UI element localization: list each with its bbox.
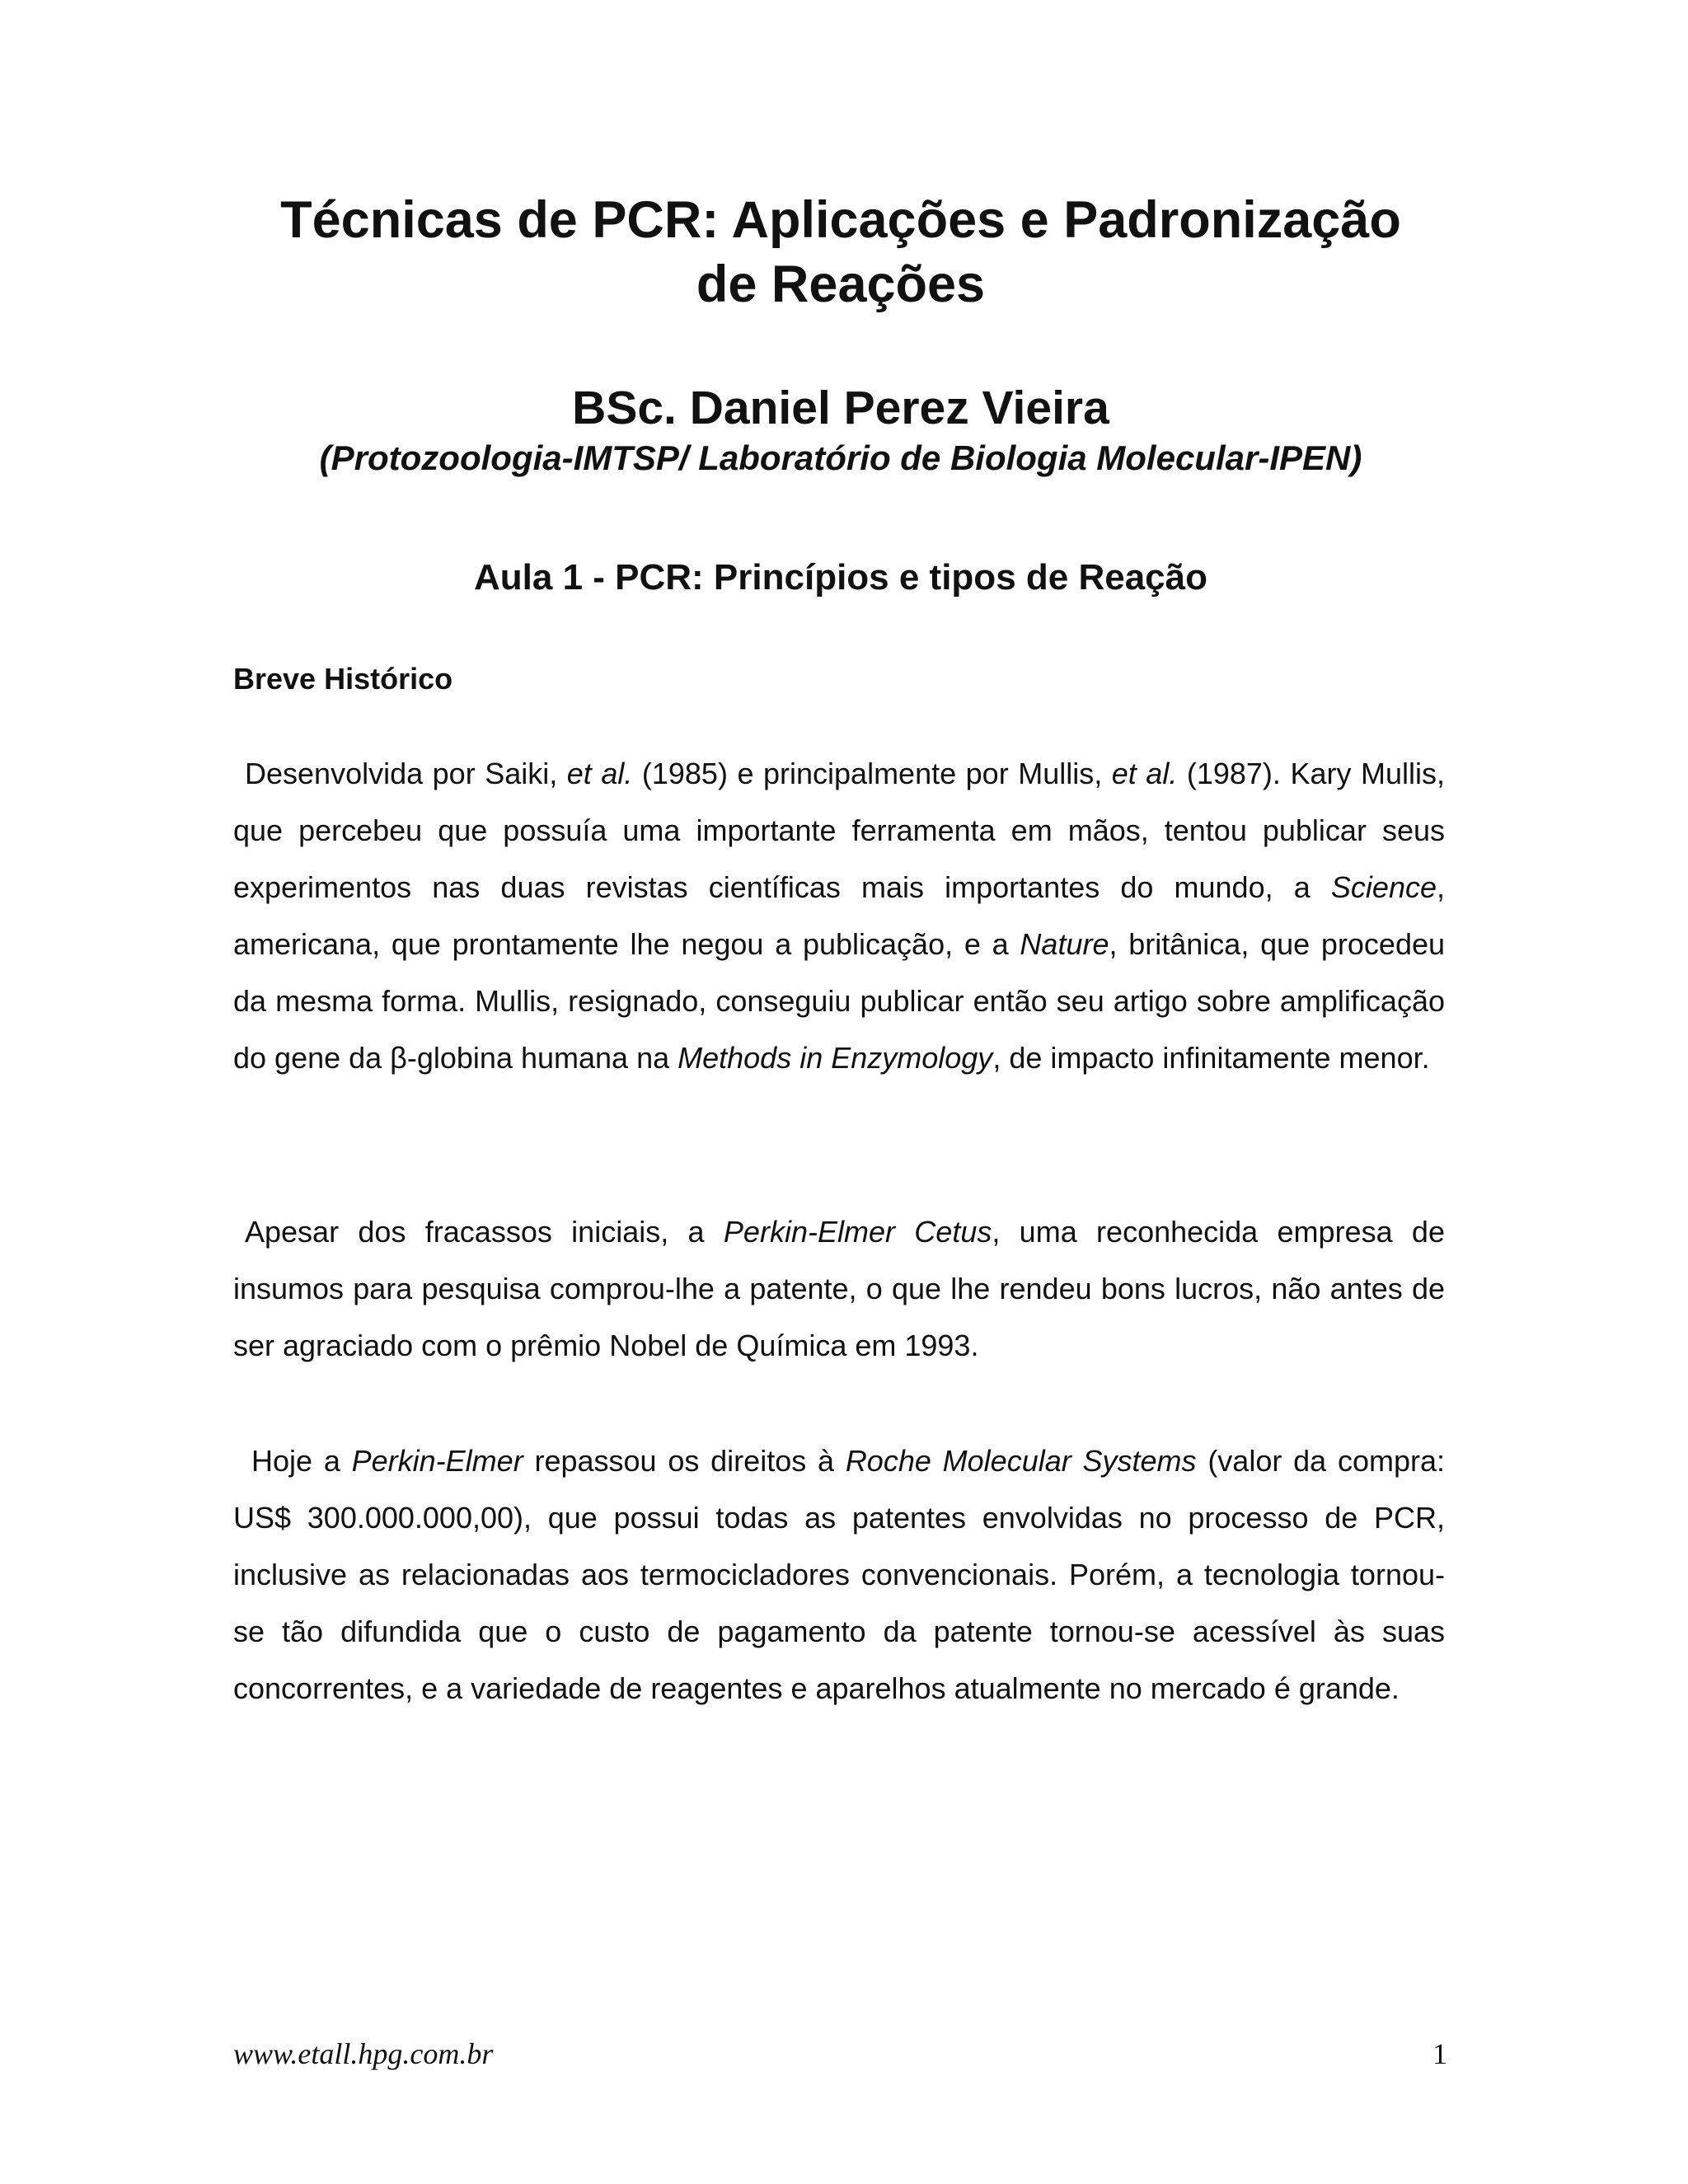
title-line-2: de Reações: [696, 255, 986, 313]
text-segment: Apesar dos fracassos iniciais, a: [245, 1215, 724, 1249]
paragraph-history-3: [233, 1432, 1445, 1717]
paragraph-history-2: [233, 1203, 1445, 1374]
italic-segment: Perkin-Elmer Cetus: [723, 1215, 992, 1249]
section-heading: Breve Histórico: [233, 662, 453, 696]
text-segment: , britânica, que procedeu da mesma forma. Mullis, resignado, conseguiu publicar então seu artigo sobre amplificação do gene da β-globina humana na: [233, 927, 1446, 1075]
italic-segment: Roche Molecular Systems: [845, 1444, 1197, 1478]
author-name: BSc. Daniel Perez Vieira: [572, 382, 1109, 434]
page-number: 1: [1432, 2037, 1447, 2070]
italic-segment: Methods in Enzymology: [678, 1041, 993, 1075]
italic-segment: et al.: [1111, 757, 1178, 790]
text-segment: (1987). Kary Mullis, que percebeu que possuía uma importante ferramenta em mãos, tentou publicar seus experimentos nas duas revistas científicas mais importantes do mundo, a: [233, 757, 1445, 904]
text-segment: Desenvolvida por Saiki,: [245, 757, 567, 790]
lecture-heading: Aula 1 - PCR: Princípios e tipos de Reação: [474, 557, 1207, 598]
text-segment: (valor da compra: US$ 300.000.000,00), que possui todas as patentes envolvidas no processo de PCR, inclusive as relacionadas aos termocicladores convencionais. Porém, a tecnologia tornou-se tão difundida que o custo de pagamento da patente tornou-se acessível às suas concorrentes, e a variedade de reagentes e aparelhos atualmente no mercado é grande.: [233, 1444, 1445, 1705]
text-segment: Hoje a: [251, 1444, 352, 1478]
footer-url: www.etall.hpg.com.br: [233, 2037, 494, 2070]
paragraph-history-1: [233, 745, 1445, 1086]
document-title: [214, 188, 1467, 316]
text-segment: repassou os direitos à: [523, 1444, 846, 1478]
italic-segment: Perkin-Elmer: [351, 1444, 523, 1478]
italic-segment: Science: [1330, 870, 1437, 904]
author-affiliation: (Protozoologia-IMTSP/ Laboratório de Biologia Molecular-IPEN): [319, 438, 1362, 477]
text-segment: , uma reconhecida empresa de insumos para pesquisa comprou-lhe a patente, o que lhe rendeu bons lucros, não antes de ser agraciado com o prêmio Nobel de Química em 1993.: [233, 1215, 1445, 1362]
text-segment: , americana, que prontamente lhe negou a publicação, e a: [233, 870, 1445, 961]
text-segment: , de impacto infinitamente menor.: [992, 1041, 1430, 1075]
text-segment: (1985) e principalmente por Mullis,: [632, 757, 1112, 790]
title-line-1: Técnicas de PCR: Aplicações e Padronização: [280, 191, 1401, 249]
italic-segment: et al.: [566, 757, 633, 790]
italic-segment: Nature: [1020, 927, 1109, 961]
